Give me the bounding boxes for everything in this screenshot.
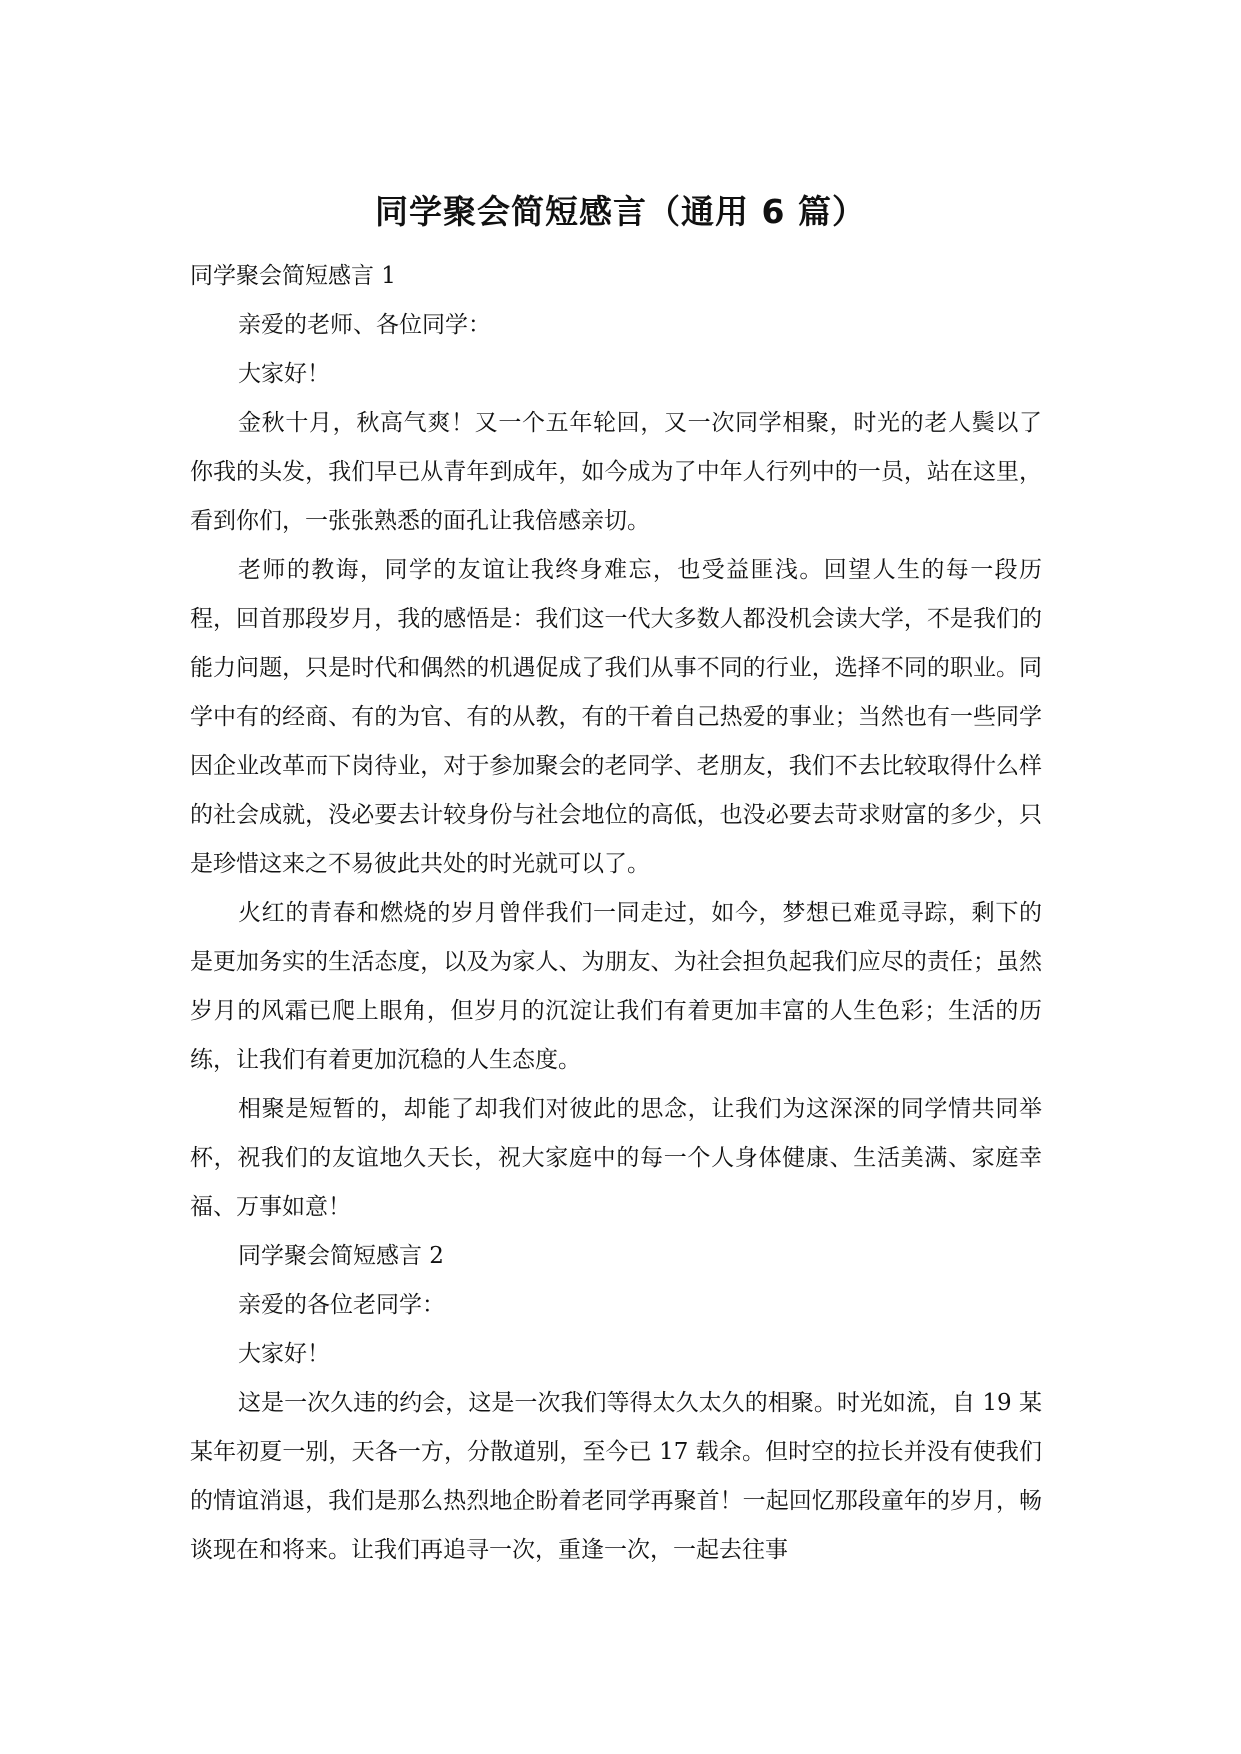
- body-paragraph: 火红的青春和燃烧的岁月曾伴我们一同走过，如今，梦想已难觅寻踪，剩下的是更加务实的生活态度，以及为家人、为朋友、为社会担负起我们应尽的责任；虽然岁月的风霜已爬上眼角，但岁月的沉淀让我们有着更加丰富的人生色彩；生活的历练，让我们有着更加沉稳的人生态度。: [190, 900, 1042, 1073]
- section-heading: 同学聚会简短感言 1: [190, 263, 396, 289]
- greeting: 大家好！: [238, 361, 330, 387]
- body-paragraph: 金秋十月，秋高气爽！又一个五年轮回，又一次同学相聚，时光的老人鬓以了你我的头发，我们早已从青年到成年，如今成为了中年人行列中的一员，站在这里，看到你们，一张张熟悉的面孔让我倍感亲切。: [190, 410, 1042, 534]
- body-paragraph: 老师的教诲，同学的友谊让我终身难忘，也受益匪浅。回望人生的每一段历程，回首那段岁月，我的感悟是：我们这一代大多数人都没机会读大学，不是我们的能力问题，只是时代和偶然的机遇促成了我们从事不同的行业，选择不同的职业。同学中有的经商、有的为官、有的从教，有的干着自己热爱的事业；当然也有一些同学因企业改革而下岗待业，对于参加聚会的老同学、老朋友，我们不去比较取得什么样的社会成就，没必要去计较身份与社会地位的高低，也没必要去苛求财富的多少，只是珍惜这来之不易彼此共处的时光就可以了。: [190, 557, 1042, 877]
- salutation: 亲爱的老师、各位同学：: [238, 312, 491, 338]
- section-heading: 同学聚会简短感言 2: [238, 1243, 444, 1269]
- body-paragraph: 这是一次久违的约会，这是一次我们等得太久太久的相聚。时光如流，自 19 某某年初夏一别，天各一方，分散道别，至今已 17 载余。但时空的拉长并没有使我们的情谊消退，我们是那么热烈地企盼着老同学再聚首！一起回忆那段童年的岁月，畅谈现在和将来。让我们再追寻一次，重逢一次，一起去往事: [190, 1390, 1042, 1563]
- salutation: 亲爱的各位老同学：: [238, 1292, 445, 1318]
- document-body: [190, 252, 1042, 1575]
- greeting: 大家好！: [238, 1341, 330, 1367]
- document-title: 同学聚会简短感言（通用 6 篇）: [375, 192, 866, 231]
- body-paragraph: 相聚是短暂的，却能了却我们对彼此的思念，让我们为这深深的同学情共同举杯，祝我们的友谊地久天长，祝大家庭中的每一个人身体健康、生活美满、家庭幸福、万事如意！: [190, 1096, 1042, 1220]
